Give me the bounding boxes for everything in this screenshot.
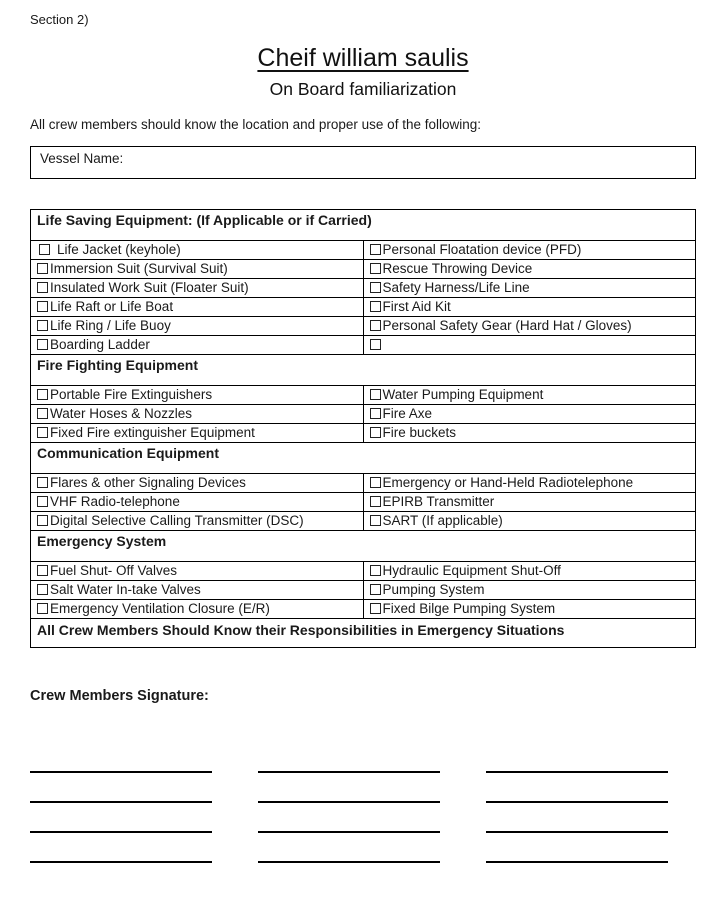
checklist-item — [31, 336, 364, 355]
checklist-item — [363, 336, 696, 355]
section-header-row — [31, 210, 696, 241]
signature-line[interactable] — [486, 801, 668, 803]
checkbox[interactable] — [370, 515, 381, 526]
checkbox[interactable] — [37, 496, 48, 507]
checkbox[interactable] — [370, 244, 381, 255]
checklist-item — [31, 405, 364, 424]
checklist-item — [363, 600, 696, 619]
section-header-row — [31, 355, 696, 386]
section-header: Communication Equipment — [31, 443, 696, 474]
checkbox[interactable] — [370, 389, 381, 400]
checklist-item-label: Boarding Ladder — [50, 337, 150, 352]
checkbox[interactable] — [37, 565, 48, 576]
signature-line[interactable] — [30, 831, 212, 833]
checklist-item — [31, 424, 364, 443]
checklist-item-label: Flares & other Signaling Devices — [50, 475, 246, 490]
checklist-footer-note: All Crew Members Should Know their Responsibilities in Emergency Situations — [31, 619, 696, 648]
checklist-row — [31, 298, 696, 317]
checkbox[interactable] — [37, 515, 48, 526]
signature-line[interactable] — [486, 861, 668, 863]
checkbox[interactable] — [37, 339, 48, 350]
checklist-item-label: Salt Water In-take Valves — [50, 582, 201, 597]
signature-column — [258, 771, 440, 863]
checkbox[interactable] — [37, 584, 48, 595]
checklist-item-label: Hydraulic Equipment Shut-Off — [382, 563, 561, 578]
checkbox[interactable] — [370, 584, 381, 595]
checklist-item — [31, 512, 364, 531]
checklist-item-label: Pumping System — [382, 582, 485, 597]
checklist-item — [363, 241, 696, 260]
section-header: Fire Fighting Equipment — [31, 355, 696, 386]
checkbox[interactable] — [370, 565, 381, 576]
checklist-item — [363, 298, 696, 317]
checklist-row — [31, 279, 696, 298]
page-title: Cheif william saulis — [257, 44, 469, 72]
checklist-item-label: Emergency Ventilation Closure (E/R) — [50, 601, 270, 616]
section-header-row — [31, 531, 696, 562]
page-subtitle: On Board familiarization — [269, 79, 457, 99]
checklist-item-label: Immersion Suit (Survival Suit) — [50, 261, 228, 276]
checklist-item-label: Water Hoses & Nozzles — [50, 406, 193, 421]
checklist-row — [31, 474, 696, 493]
checklist-item — [363, 317, 696, 336]
section-header: Emergency System — [31, 531, 696, 562]
checkbox[interactable] — [370, 282, 381, 293]
checkbox[interactable] — [370, 603, 381, 614]
checklist-item — [31, 600, 364, 619]
checklist-item-label: Personal Safety Gear (Hard Hat / Gloves) — [382, 318, 632, 333]
checklist-item-label: Rescue Throwing Device — [382, 261, 533, 276]
checklist-item — [363, 512, 696, 531]
signature-line[interactable] — [258, 801, 440, 803]
checkbox[interactable] — [370, 427, 381, 438]
signature-grid — [30, 771, 696, 863]
checklist-item-label: Life Jacket (keyhole) — [57, 242, 181, 257]
checklist-item — [31, 241, 364, 260]
checkbox[interactable] — [37, 389, 48, 400]
checkbox[interactable] — [370, 496, 381, 507]
checklist-row — [31, 512, 696, 531]
checklist-row — [31, 241, 696, 260]
checklist-item-label: EPIRB Transmitter — [382, 494, 495, 509]
signature-line[interactable] — [486, 831, 668, 833]
checklist-item — [31, 474, 364, 493]
checklist-row — [31, 317, 696, 336]
vessel-name-label: Vessel Name: — [40, 151, 124, 166]
signature-line[interactable] — [30, 861, 212, 863]
checklist-item — [363, 405, 696, 424]
checkbox[interactable] — [39, 244, 50, 255]
checklist-item — [31, 298, 364, 317]
checklist-item-label: Portable Fire Extinguishers — [50, 387, 213, 402]
checklist-row — [31, 562, 696, 581]
section-header: Life Saving Equipment: (If Applicable or if Carried) — [31, 210, 696, 241]
intro-text: All crew members should know the location and proper use of the following: — [30, 117, 481, 132]
checklist-item-label: Personal Floatation device (PFD) — [382, 242, 582, 257]
checkbox[interactable] — [37, 408, 48, 419]
checklist-item-label: Water Pumping Equipment — [382, 387, 544, 402]
checkbox[interactable] — [370, 408, 381, 419]
checklist-item-label: Digital Selective Calling Transmitter (DSC) — [50, 513, 304, 528]
checkbox[interactable] — [370, 477, 381, 488]
checkbox[interactable] — [370, 301, 381, 312]
checklist-item — [31, 562, 364, 581]
checklist-item — [31, 581, 364, 600]
checklist-footer-row — [31, 619, 696, 648]
checklist-item — [31, 386, 364, 405]
signature-line[interactable] — [30, 801, 212, 803]
checklist-item — [363, 493, 696, 512]
section-label: Section 2) — [30, 12, 89, 27]
checkbox[interactable] — [370, 263, 381, 274]
checklist-row — [31, 581, 696, 600]
checklist-item — [363, 279, 696, 298]
checklist-item-label: Fire buckets — [382, 425, 457, 440]
signature-line[interactable] — [486, 771, 668, 773]
checkbox[interactable] — [37, 427, 48, 438]
checklist-item-label: SART (If applicable) — [382, 513, 503, 528]
checklist-item-label: Emergency or Hand-Held Radiotelephone — [382, 475, 634, 490]
checklist-item — [363, 386, 696, 405]
checklist-row — [31, 260, 696, 279]
checklist-item-label: Fixed Bilge Pumping System — [382, 601, 556, 616]
signature-line[interactable] — [258, 831, 440, 833]
checkbox[interactable] — [370, 339, 381, 350]
checkbox[interactable] — [37, 282, 48, 293]
checklist-item — [31, 260, 364, 279]
signature-column — [486, 771, 668, 863]
section-header-row — [31, 443, 696, 474]
vessel-name-field[interactable] — [30, 146, 696, 179]
signature-heading: Crew Members Signature: — [30, 688, 209, 704]
checkbox[interactable] — [37, 603, 48, 614]
checklist-row — [31, 493, 696, 512]
checkbox[interactable] — [37, 477, 48, 488]
checklist-item — [363, 260, 696, 279]
checkbox[interactable] — [37, 263, 48, 274]
signature-line[interactable] — [258, 771, 440, 773]
checklist-item-label: Life Raft or Life Boat — [50, 299, 174, 314]
checklist-item-label: First Aid Kit — [382, 299, 451, 314]
checklist-item — [31, 493, 364, 512]
checklist-item — [363, 424, 696, 443]
checklist-item — [363, 581, 696, 600]
checklist-row — [31, 336, 696, 355]
checklist-item-label: Insulated Work Suit (Floater Suit) — [50, 280, 249, 295]
checkbox[interactable] — [37, 320, 48, 331]
checklist-item — [363, 562, 696, 581]
checklist-row — [31, 600, 696, 619]
checklist-item-label: Fuel Shut- Off Valves — [50, 563, 178, 578]
signature-line[interactable] — [258, 861, 440, 863]
checklist-item — [363, 474, 696, 493]
checklist-item-label: Safety Harness/Life Line — [382, 280, 530, 295]
checklist-row — [31, 424, 696, 443]
equipment-checklist-table — [30, 209, 696, 648]
checklist-item-label: Fixed Fire extinguisher Equipment — [50, 425, 255, 440]
checklist-row — [31, 405, 696, 424]
checklist-item-label: Fire Axe — [382, 406, 433, 421]
checkbox[interactable] — [37, 301, 48, 312]
signature-column — [30, 771, 212, 863]
checklist-item — [31, 317, 364, 336]
checklist-row — [31, 386, 696, 405]
checklist-item-label: Life Ring / Life Buoy — [50, 318, 171, 333]
checkbox[interactable] — [370, 320, 381, 331]
checklist-item — [31, 279, 364, 298]
checklist-item-label: VHF Radio-telephone — [50, 494, 180, 509]
signature-line[interactable] — [30, 771, 212, 773]
